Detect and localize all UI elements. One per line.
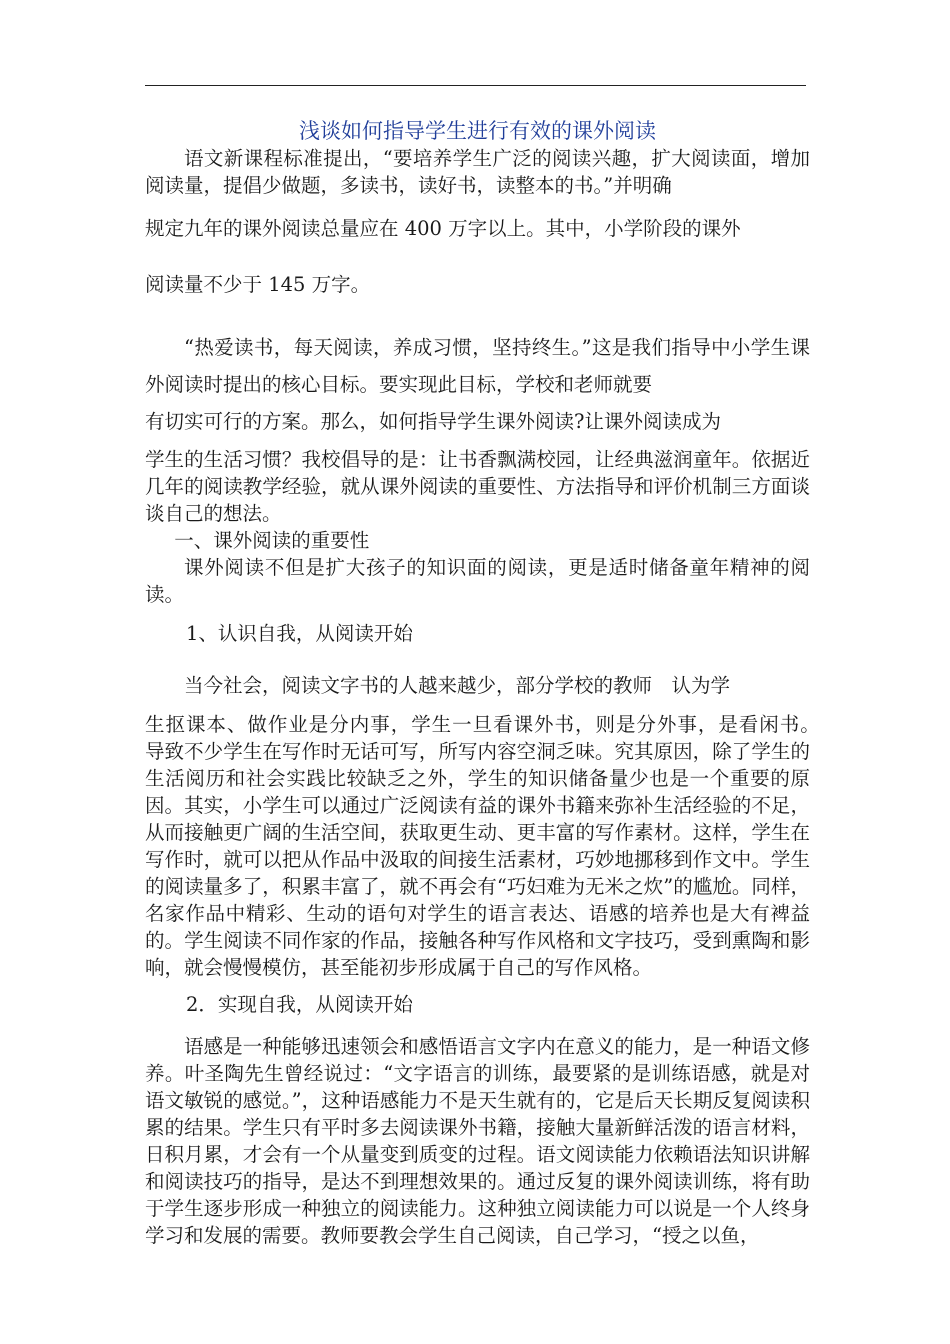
paragraph-2c: 学生的生活习惯？我校倡导的是：让书香飘满校园，让经典滋润童年。依据近几年的阅读教学经验，就从课外阅读的重要性、方法指导和评价机制三方面谈谈自己的想法。 [145, 448, 810, 525]
paragraph-1a: 语文新课程标准提出，“要培养学生广泛的阅读兴趣，扩大阅读面，增加阅读量，提倡少做题，多读书，读好书，读整本的书。”并明确 [145, 147, 810, 197]
header-rule [145, 85, 806, 86]
paragraph-4a: 当今社会，阅读文字书的人越来越少，部分学校的教师 认为学 [184, 674, 731, 697]
paragraph-5: 语感是一种能够迅速领会和感悟语言文字内在意义的能力，是一种语文修养。叶圣陶先生曾经说过：“文字语言的训练，最要紧的是训练语感，就是对语文敏锐的感觉。”，这种语感能力不是天生就有的，它是后天长期反复阅读积累的结果。学生只有平时多去阅读课外书籍，接触大量新鲜活泼的语言材料，日积月累，才会有一个从量变到质变的过程。语文阅读能力依赖语法知识讲解和阅读技巧的指导，是达不到理想效果的。通过反复的课外阅读训练，将有助于学生逐步形成一种独立的阅读能力。这种独立阅读能力可以说是一个人终身学习和发展的需要。教师要教会学生自己阅读，自己学习，“授之以鱼， [145, 1035, 810, 1247]
subheading-1: 1、认识自我，从阅读开始 [185, 622, 413, 645]
paragraph-3: 课外阅读不但是扩大孩子的知识面的阅读，更是适时储备童年精神的阅读。 [145, 556, 810, 606]
paragraph-1b: 规定九年的课外阅读总量应在 400 万字以上。其中，小学阶段的课外 [145, 217, 741, 240]
paragraph-2b: 有切实可行的方案。那么，如何指导学生课外阅读?让课外阅读成为 [145, 410, 721, 433]
document-body [145, 118, 830, 1249]
paragraph-2a: “热爱读书，每天阅读，养成习惯，坚持终生。”这是我们指导中小学生课外阅读时提出的核心目标。要实现此目标，学校和老师就要 [145, 336, 810, 396]
paragraph-1c: 阅读量不少于 145 万字。 [145, 273, 371, 296]
document-title: 浅谈如何指导学生进行有效的课外阅读 [299, 119, 656, 143]
subheading-2: 2．实现自我，从阅读开始 [185, 993, 413, 1016]
section-heading-1: 一、课外阅读的重要性 [174, 529, 370, 552]
paragraph-4b: 生抠课本、做作业是分内事，学生一旦看课外书，则是分外事，是看闲书。 导致不少学生在写作时无话可写，所写内容空洞乏味。究其原因，除了学生的生活阅历和社会实践比较缺乏之外，学生的知识储备量少也是一个重要的原因。其实，小学生可以通过广泛阅读有益的课外书籍来弥补生活经验的不足，从而接触更广阔的生活空间，获取更生动、更丰富的写作素材。这样，学生在写作时，就可以把从作品中汲取的间接生活素材，巧妙地挪移到作文中。学生的阅读量多了，积累丰富了，就不再会有“巧妇难为无米之炊”的尴尬。同样，名家作品中精彩、生动的语句对学生的语言表达、语感的培养也是大有裨益的。学生阅读不同作家的作品，接触各种写作风格和文字技巧，受到熏陶和影响，就会慢慢模仿，甚至能初步形成属于自己的写作风格。 [145, 713, 830, 979]
